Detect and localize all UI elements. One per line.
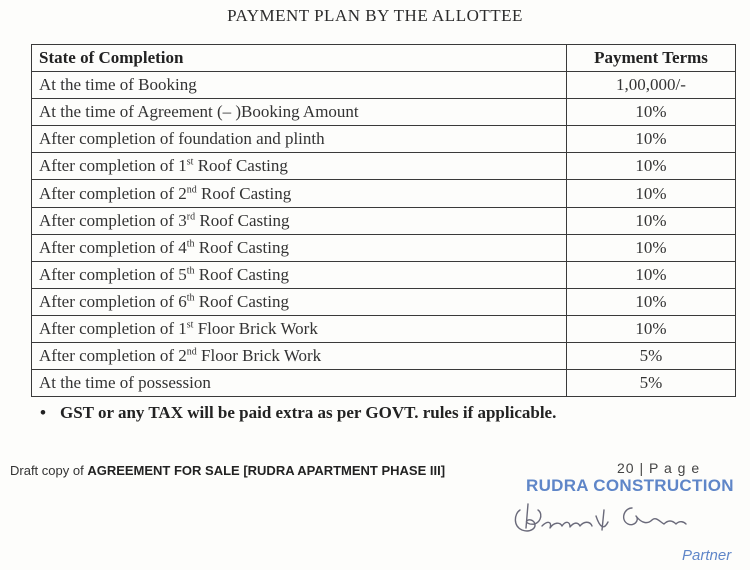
stage-cell [32, 207, 567, 234]
terms-cell: 5% [567, 343, 736, 370]
stage-cell [32, 234, 567, 261]
stage-text: After completion of 5 [39, 264, 187, 284]
stage-cell [32, 288, 567, 315]
ordinal-suffix: nd [186, 183, 197, 195]
stage-text: Floor Brick Work [196, 346, 322, 366]
stage-text: After completion of 3 [39, 210, 187, 230]
footer-caption [10, 463, 445, 478]
ordinal-suffix: rd [186, 210, 196, 222]
header-stage: State of Completion [32, 45, 567, 72]
ordinal-suffix: st [186, 319, 194, 331]
table-row [32, 180, 736, 207]
terms-cell: 10% [567, 315, 736, 342]
table-row [32, 261, 736, 288]
table-row [32, 234, 736, 261]
signature-icon [508, 500, 728, 546]
stage-text: After completion of 1 [39, 156, 187, 176]
stage-cell: At the time of Agreement (– )Booking Amount [32, 99, 567, 126]
document-title: PAYMENT PLAN BY THE ALLOTTEE [227, 6, 523, 25]
stage-text: Roof Casting [194, 291, 289, 311]
stage-cell [32, 153, 567, 180]
ordinal-suffix: nd [186, 346, 197, 358]
stage-cell: At the time of possession [32, 370, 567, 397]
stage-text: Roof Casting [194, 237, 289, 257]
stage-cell: After completion of foundation and plinth [32, 126, 567, 153]
stage-text: After completion of 6 [39, 291, 187, 311]
stage-text: Roof Casting [195, 210, 290, 230]
table-row [32, 315, 736, 342]
ordinal-suffix: th [186, 265, 195, 277]
terms-cell: 10% [567, 288, 736, 315]
table-row [32, 72, 736, 99]
stage-cell [32, 180, 567, 207]
table-row [32, 288, 736, 315]
table-row [32, 153, 736, 180]
page-number: 20 | P a g e [617, 460, 701, 476]
table-row [32, 370, 736, 397]
terms-cell: 10% [567, 261, 736, 288]
ordinal-suffix: th [186, 292, 195, 304]
stage-text: Roof Casting [193, 156, 288, 176]
table-header-row [32, 45, 736, 72]
footer-agreement-title: AGREEMENT FOR SALE [RUDRA APARTMENT PHASE III] [87, 463, 446, 478]
table-row [32, 343, 736, 370]
stage-cell [32, 261, 567, 288]
stage-text: After completion of 2 [39, 183, 187, 203]
ordinal-suffix: th [186, 238, 195, 250]
terms-cell: 10% [567, 153, 736, 180]
stage-text: Floor Brick Work [193, 318, 318, 338]
payment-plan-table [31, 44, 736, 397]
bullet-icon: • [40, 403, 46, 422]
stage-text: After completion of 4 [39, 237, 187, 257]
header-terms: Payment Terms [567, 45, 736, 72]
tax-note-text: GST or any TAX will be paid extra as per GOVT. rules if applicable. [60, 403, 557, 422]
ordinal-suffix: st [186, 156, 194, 168]
stage-cell: At the time of Booking [32, 72, 567, 99]
terms-cell: 10% [567, 234, 736, 261]
table-row [32, 126, 736, 153]
footer-prefix: Draft copy of [10, 463, 88, 478]
terms-cell: 10% [567, 126, 736, 153]
terms-cell: 5% [567, 370, 736, 397]
table-row [32, 207, 736, 234]
partner-label: Partner [682, 547, 732, 564]
stage-text: After completion of 2 [39, 346, 187, 366]
terms-cell: 10% [567, 207, 736, 234]
stage-cell [32, 343, 567, 370]
terms-cell: 1,00,000/- [567, 72, 736, 99]
terms-cell: 10% [567, 180, 736, 207]
tax-note [40, 403, 556, 423]
terms-cell: 10% [567, 99, 736, 126]
stage-text: Roof Casting [196, 183, 292, 203]
company-stamp: RUDRA CONSTRUCTION [526, 476, 734, 495]
table-row [32, 99, 736, 126]
stage-text: Roof Casting [194, 264, 289, 284]
stage-text: After completion of 1 [39, 318, 187, 338]
stage-cell [32, 315, 567, 342]
